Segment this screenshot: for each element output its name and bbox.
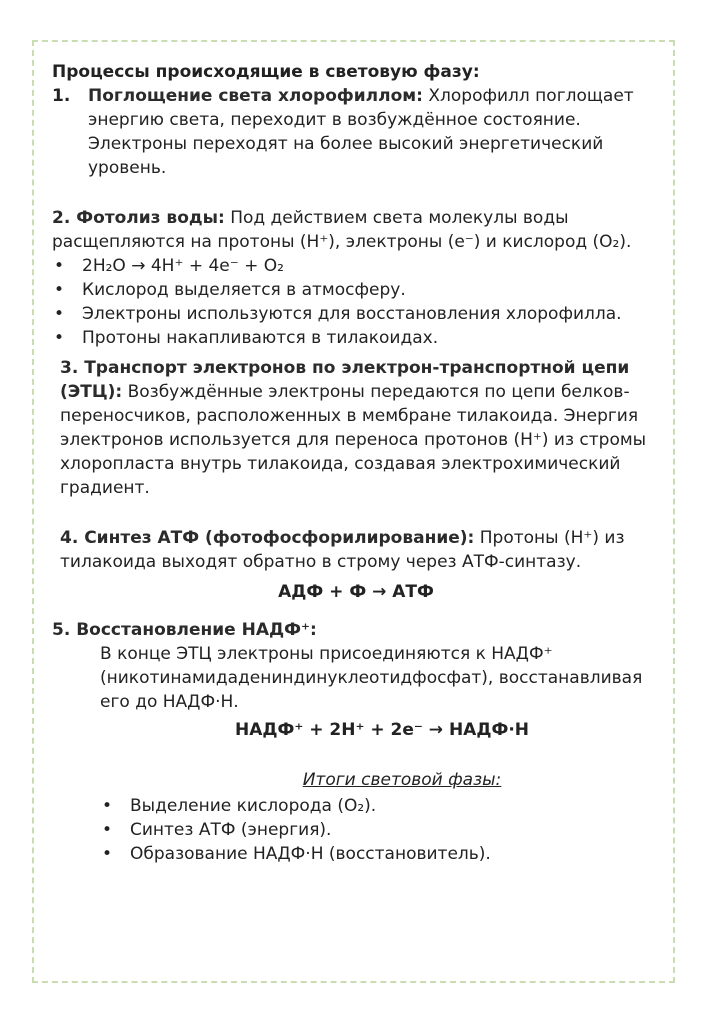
section-1-number: 1.: [52, 86, 71, 106]
list-item: • Кислород выделяется в атмосферу.: [52, 278, 652, 302]
section-4-heading: 4. Синтез АТФ (фотофосфорилирование):: [60, 528, 475, 548]
section-1-heading: Поглощение света хлорофиллом:: [88, 86, 423, 106]
section-1-text: Хлорофилл поглощает энергию света, переходит в возбуждённое состояние. Электроны переходят на более высокий энергетический уровень.: [88, 86, 634, 178]
list-item: • Выделение кислорода (О₂).: [52, 794, 652, 818]
list-item: • Электроны используются для восстановления хлорофилла.: [52, 302, 652, 326]
section-4-equation: АДФ + Ф → АТФ: [278, 582, 434, 602]
list-item: • Протоны накапливаются в тилакоидах.: [52, 326, 652, 350]
page-title: Процессы происходящие в световую фазу:: [52, 62, 480, 82]
section-1: [52, 84, 652, 180]
section-1-paragraph: [52, 84, 652, 180]
summary-bullets: [52, 794, 652, 866]
summary-title: Итоги световой фазы:: [302, 770, 502, 790]
section-3-heading: 3. Транспорт электронов по электрон-транспортной цепи (ЭТЦ):: [60, 358, 630, 402]
section-2-text: Под действием света молекулы воды расщепляются на протоны (Н⁺), электроны (е⁻) и кислород (О₂).: [52, 208, 632, 252]
section-5-text: В конце ЭТЦ электроны присоединяются к НАДФ⁺ (никотинамидадениндинуклеотидфосфат), восстанавливая его до НАДФ·Н.: [100, 644, 643, 712]
section-2-heading: 2. Фотолиз воды:: [52, 208, 225, 228]
section-5: [52, 618, 652, 742]
section-2: [52, 206, 652, 350]
summary-section: [52, 768, 652, 866]
list-item: • 2Н₂О → 4Н⁺ + 4е⁻ + О₂: [52, 254, 652, 278]
section-3: [52, 356, 652, 500]
section-5-heading: 5. Восстановление НАДФ⁺:: [52, 620, 317, 640]
document-body: [52, 60, 652, 866]
list-item: • Синтез АТФ (энергия).: [52, 818, 652, 842]
section-3-text: Возбуждённые электроны передаются по цепи белков-переносчиков, расположенных в мембране тилакоида. Энергия электронов используется для переноса протонов (Н⁺) из стромы хлоропласта внутрь тилакоида, создавая электрохимический градиент.: [60, 382, 647, 498]
section-5-equation: НАДФ⁺ + 2Н⁺ + 2е⁻ → НАДФ·Н: [234, 720, 530, 740]
section-4-text: Протоны (Н⁺) из тилакоида выходят обратно в строму через АТФ-синтазу.: [60, 528, 625, 572]
section-4: [52, 526, 652, 604]
list-item: • Образование НАДФ·Н (восстановитель).: [52, 842, 652, 866]
section-2-bullets: [52, 254, 652, 350]
